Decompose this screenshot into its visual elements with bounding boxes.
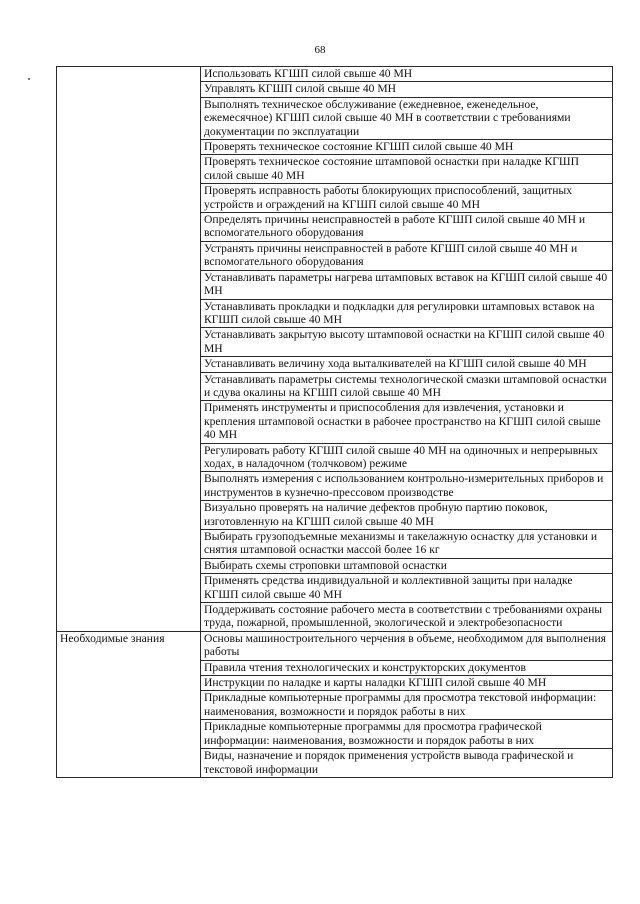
- page-number: 68: [314, 44, 326, 56]
- skill-cell: Проверять техническое состояние штамповой оснастки при наладке КГШП силой свыше 40 МН: [201, 155, 613, 184]
- table-row: [57, 631, 613, 660]
- skill-cell: Проверять техническое состояние КГШП силой свыше 40 МН: [201, 140, 613, 155]
- skill-cell: Определять причины неисправностей в работе КГШП силой свыше 40 МН и вспомогательного оборудования: [201, 213, 613, 242]
- competency-table: [56, 66, 613, 778]
- skill-cell: Использовать КГШП силой свыше 40 МН: [201, 67, 613, 82]
- skill-cell: Выбирать грузоподъемные механизмы и такелажную оснастку для установки и снятия штамповой оснастки массой более 16 кг: [201, 530, 613, 559]
- margin-mark: [28, 78, 30, 80]
- skill-cell: Проверять исправность работы блокирующих приспособлений, защитных устройств и ограждений на КГШП силой свыше 40 МН: [201, 184, 613, 213]
- skill-cell: Выполнять техническое обслуживание (ежедневное, еженедельное, ежемесячное) КГШП силой свыше 40 МН в соответствии с требованиями документации по эксплуатации: [201, 97, 613, 139]
- skill-cell: Поддерживать состояние рабочего места в соответствии с требованиями охраны труда, пожарной, промышленной, экологической и электробезопасности: [201, 603, 613, 632]
- skill-cell: Выбирать схемы строповки штамповой оснастки: [201, 558, 613, 573]
- skills-label-cell: [57, 67, 201, 632]
- skill-cell: Визуально проверять на наличие дефектов пробную партию поковок, изготовленную на КГШП силой свыше 40 МН: [201, 501, 613, 530]
- knowledge-cell: Инструкции по наладке и карты наладки КГШП силой свыше 40 МН: [201, 676, 613, 691]
- skill-cell: Устанавливать величину хода выталкивателей на КГШП силой свыше 40 МН: [201, 357, 613, 372]
- skill-cell: Устанавливать параметры нагрева штамповых вставок на КГШП силой свыше 40 МН: [201, 270, 613, 299]
- knowledge-cell: Прикладные компьютерные программы для просмотра графической информации: наименования, возможности и порядок работы в них: [201, 720, 613, 749]
- skill-cell: Устанавливать параметры системы технологической смазки штамповой оснастки и сдува окалины на КГШП силой свыше 40 МН: [201, 372, 613, 401]
- knowledge-cell: Виды, назначение и порядок применения устройств вывода графической и текстовой информации: [201, 749, 613, 778]
- skill-cell: Применять инструменты и приспособления для извлечения, установки и крепления штамповой оснастки в рабочее пространство на КГШП силой свыше 40 МН: [201, 401, 613, 443]
- skill-cell: Выполнять измерения с использованием контрольно-измерительных приборов и инструментов в кузнечно-прессовом производстве: [201, 472, 613, 501]
- knowledge-label-cell: Необходимые знания: [57, 631, 201, 777]
- knowledge-cell: Правила чтения технологических и конструкторских документов: [201, 660, 613, 675]
- skill-cell: Регулировать работу КГШП силой свыше 40 МН на одиночных и непрерывных ходах, в наладочном (толчковом) режиме: [201, 443, 613, 472]
- knowledge-cell: Основы машиностроительного черчения в объеме, необходимом для выполнения работы: [201, 631, 613, 660]
- skill-cell: Устанавливать прокладки и подкладки для регулировки штамповых вставок на КГШП силой свыше 40 МН: [201, 299, 613, 328]
- skill-cell: Устранять причины неисправностей в работе КГШП силой свыше 40 МН и вспомогательного оборудования: [201, 241, 613, 270]
- skill-cell: Управлять КГШП силой свыше 40 МН: [201, 82, 613, 97]
- skill-cell: Применять средства индивидуальной и коллективной защиты при наладке КГШП силой свыше 40 МН: [201, 574, 613, 603]
- table-body: [57, 67, 613, 778]
- skill-cell: Устанавливать закрытую высоту штамповой оснастки на КГШП силой свыше 40 МН: [201, 328, 613, 357]
- knowledge-cell: Прикладные компьютерные программы для просмотра текстовой информации: наименования, возможности и порядок работы в них: [201, 691, 613, 720]
- table-row: [57, 67, 613, 82]
